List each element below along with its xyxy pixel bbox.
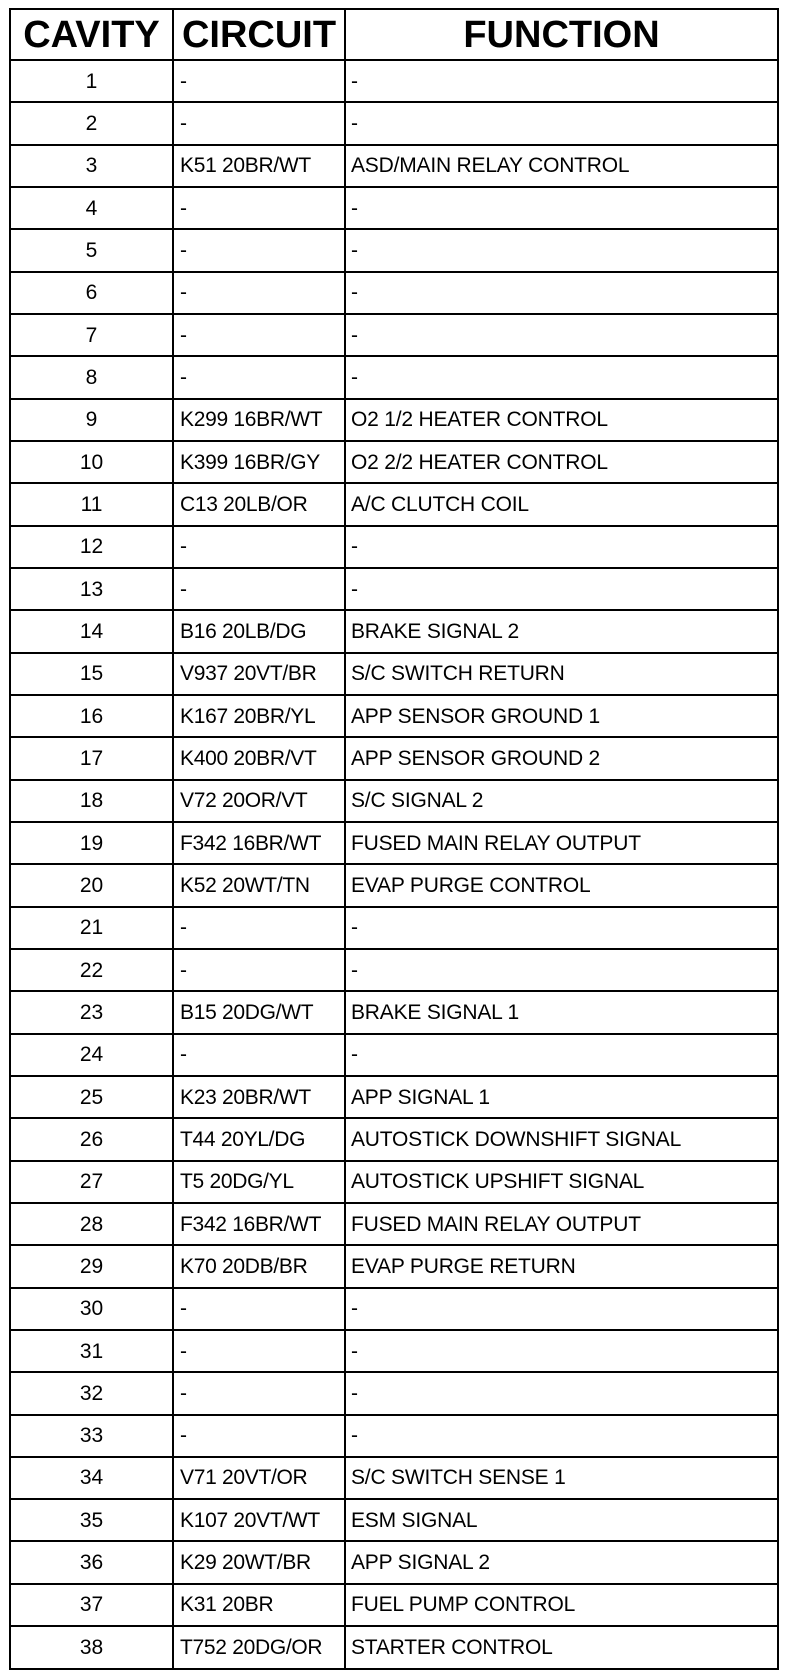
cavity-cell: 24 xyxy=(10,1034,173,1076)
table-row xyxy=(10,1499,778,1541)
function-cell: APP SIGNAL 1 xyxy=(345,1076,778,1118)
function-cell: FUEL PUMP CONTROL xyxy=(345,1584,778,1626)
function-cell: APP SIGNAL 2 xyxy=(345,1541,778,1583)
circuit-cell: F342 16BR/WT xyxy=(173,822,345,864)
function-cell: EVAP PURGE CONTROL xyxy=(345,864,778,906)
table-row xyxy=(10,1203,778,1245)
table-row xyxy=(10,1245,778,1287)
function-cell: - xyxy=(345,568,778,610)
function-cell: BRAKE SIGNAL 2 xyxy=(345,610,778,652)
table-row xyxy=(10,780,778,822)
circuit-cell: - xyxy=(173,568,345,610)
table-row xyxy=(10,822,778,864)
circuit-cell: K70 20DB/BR xyxy=(173,1245,345,1287)
cavity-cell: 4 xyxy=(10,187,173,229)
circuit-cell: T5 20DG/YL xyxy=(173,1161,345,1203)
table-row xyxy=(10,695,778,737)
table-row xyxy=(10,1626,778,1669)
circuit-cell: V72 20OR/VT xyxy=(173,780,345,822)
circuit-cell: - xyxy=(173,60,345,102)
circuit-cell: - xyxy=(173,1034,345,1076)
cavity-cell: 25 xyxy=(10,1076,173,1118)
cavity-cell: 35 xyxy=(10,1499,173,1541)
circuit-cell: - xyxy=(173,356,345,398)
function-cell: - xyxy=(345,1415,778,1457)
circuit-cell: K29 20WT/BR xyxy=(173,1541,345,1583)
cavity-cell: 5 xyxy=(10,229,173,271)
table-row xyxy=(10,356,778,398)
header-row xyxy=(10,9,778,60)
function-cell: O2 2/2 HEATER CONTROL xyxy=(345,441,778,483)
table-row xyxy=(10,1076,778,1118)
function-cell: - xyxy=(345,229,778,271)
circuit-cell: - xyxy=(173,102,345,144)
cavity-cell: 7 xyxy=(10,314,173,356)
table-row xyxy=(10,1415,778,1457)
table-row xyxy=(10,907,778,949)
table-row xyxy=(10,314,778,356)
circuit-cell: K23 20BR/WT xyxy=(173,1076,345,1118)
table-row xyxy=(10,272,778,314)
cavity-cell: 27 xyxy=(10,1161,173,1203)
function-cell: - xyxy=(345,1372,778,1414)
table-row xyxy=(10,526,778,568)
circuit-cell: - xyxy=(173,229,345,271)
cavity-cell: 8 xyxy=(10,356,173,398)
table-row xyxy=(10,441,778,483)
connector-pinout-table xyxy=(9,8,779,1670)
cavity-cell: 36 xyxy=(10,1541,173,1583)
cavity-cell: 32 xyxy=(10,1372,173,1414)
circuit-cell: - xyxy=(173,1372,345,1414)
cavity-cell: 15 xyxy=(10,653,173,695)
table-row xyxy=(10,864,778,906)
table-row xyxy=(10,1330,778,1372)
circuit-cell: K299 16BR/WT xyxy=(173,399,345,441)
table-row xyxy=(10,653,778,695)
table-row xyxy=(10,991,778,1033)
circuit-cell: K167 20BR/YL xyxy=(173,695,345,737)
cavity-cell: 21 xyxy=(10,907,173,949)
table-row xyxy=(10,1372,778,1414)
circuit-cell: K51 20BR/WT xyxy=(173,145,345,187)
function-cell: - xyxy=(345,949,778,991)
table-row xyxy=(10,1161,778,1203)
cavity-cell: 22 xyxy=(10,949,173,991)
circuit-cell: - xyxy=(173,187,345,229)
cavity-cell: 20 xyxy=(10,864,173,906)
function-cell: - xyxy=(345,187,778,229)
circuit-cell: T44 20YL/DG xyxy=(173,1118,345,1160)
function-cell: S/C SWITCH RETURN xyxy=(345,653,778,695)
circuit-cell: V71 20VT/OR xyxy=(173,1457,345,1499)
circuit-cell: K52 20WT/TN xyxy=(173,864,345,906)
circuit-cell: - xyxy=(173,314,345,356)
cavity-cell: 31 xyxy=(10,1330,173,1372)
circuit-cell: B15 20DG/WT xyxy=(173,991,345,1033)
table-row xyxy=(10,483,778,525)
function-cell: AUTOSTICK DOWNSHIFT SIGNAL xyxy=(345,1118,778,1160)
cavity-cell: 2 xyxy=(10,102,173,144)
function-cell: BRAKE SIGNAL 1 xyxy=(345,991,778,1033)
cavity-cell: 19 xyxy=(10,822,173,864)
header-function: FUNCTION xyxy=(345,9,778,60)
cavity-cell: 38 xyxy=(10,1626,173,1669)
cavity-cell: 17 xyxy=(10,737,173,779)
table-row xyxy=(10,187,778,229)
cavity-cell: 11 xyxy=(10,483,173,525)
function-cell: APP SENSOR GROUND 1 xyxy=(345,695,778,737)
circuit-cell: C13 20LB/OR xyxy=(173,483,345,525)
cavity-cell: 16 xyxy=(10,695,173,737)
cavity-cell: 33 xyxy=(10,1415,173,1457)
table-row xyxy=(10,610,778,652)
function-cell: ASD/MAIN RELAY CONTROL xyxy=(345,145,778,187)
header-cavity: CAVITY xyxy=(10,9,173,60)
table-row xyxy=(10,229,778,271)
cavity-cell: 10 xyxy=(10,441,173,483)
cavity-cell: 12 xyxy=(10,526,173,568)
cavity-cell: 18 xyxy=(10,780,173,822)
function-cell: - xyxy=(345,356,778,398)
cavity-cell: 14 xyxy=(10,610,173,652)
function-cell: EVAP PURGE RETURN xyxy=(345,1245,778,1287)
header-circuit: CIRCUIT xyxy=(173,9,345,60)
circuit-cell: F342 16BR/WT xyxy=(173,1203,345,1245)
function-cell: - xyxy=(345,1288,778,1330)
table-row xyxy=(10,1457,778,1499)
cavity-cell: 13 xyxy=(10,568,173,610)
circuit-cell: - xyxy=(173,526,345,568)
circuit-cell: K400 20BR/VT xyxy=(173,737,345,779)
function-cell: - xyxy=(345,314,778,356)
table-row xyxy=(10,399,778,441)
function-cell: AUTOSTICK UPSHIFT SIGNAL xyxy=(345,1161,778,1203)
function-cell: APP SENSOR GROUND 2 xyxy=(345,737,778,779)
circuit-cell: - xyxy=(173,272,345,314)
table-row xyxy=(10,1288,778,1330)
function-cell: FUSED MAIN RELAY OUTPUT xyxy=(345,822,778,864)
table-row xyxy=(10,568,778,610)
circuit-cell: - xyxy=(173,1415,345,1457)
table-row xyxy=(10,1541,778,1583)
circuit-cell: - xyxy=(173,1330,345,1372)
cavity-cell: 6 xyxy=(10,272,173,314)
table-row xyxy=(10,737,778,779)
function-cell: - xyxy=(345,60,778,102)
table-row xyxy=(10,145,778,187)
circuit-cell: B16 20LB/DG xyxy=(173,610,345,652)
table-row xyxy=(10,1584,778,1626)
cavity-cell: 37 xyxy=(10,1584,173,1626)
cavity-cell: 23 xyxy=(10,991,173,1033)
table-row xyxy=(10,1118,778,1160)
function-cell: FUSED MAIN RELAY OUTPUT xyxy=(345,1203,778,1245)
circuit-cell: V937 20VT/BR xyxy=(173,653,345,695)
circuit-cell: T752 20DG/OR xyxy=(173,1626,345,1669)
function-cell: - xyxy=(345,526,778,568)
cavity-cell: 3 xyxy=(10,145,173,187)
function-cell: S/C SIGNAL 2 xyxy=(345,780,778,822)
table-row xyxy=(10,1034,778,1076)
cavity-cell: 28 xyxy=(10,1203,173,1245)
function-cell: S/C SWITCH SENSE 1 xyxy=(345,1457,778,1499)
cavity-cell: 9 xyxy=(10,399,173,441)
cavity-cell: 26 xyxy=(10,1118,173,1160)
circuit-cell: - xyxy=(173,1288,345,1330)
function-cell: - xyxy=(345,102,778,144)
function-cell: ESM SIGNAL xyxy=(345,1499,778,1541)
function-cell: - xyxy=(345,907,778,949)
function-cell: STARTER CONTROL xyxy=(345,1626,778,1669)
function-cell: - xyxy=(345,1330,778,1372)
cavity-cell: 30 xyxy=(10,1288,173,1330)
circuit-cell: K31 20BR xyxy=(173,1584,345,1626)
circuit-cell: K399 16BR/GY xyxy=(173,441,345,483)
cavity-cell: 34 xyxy=(10,1457,173,1499)
function-cell: O2 1/2 HEATER CONTROL xyxy=(345,399,778,441)
circuit-cell: - xyxy=(173,907,345,949)
cavity-cell: 1 xyxy=(10,60,173,102)
circuit-cell: - xyxy=(173,949,345,991)
function-cell: - xyxy=(345,272,778,314)
table-row xyxy=(10,60,778,102)
table-row xyxy=(10,102,778,144)
cavity-cell: 29 xyxy=(10,1245,173,1287)
table-row xyxy=(10,949,778,991)
table-header xyxy=(10,9,778,60)
function-cell: - xyxy=(345,1034,778,1076)
table-body xyxy=(10,60,778,1669)
function-cell: A/C CLUTCH COIL xyxy=(345,483,778,525)
circuit-cell: K107 20VT/WT xyxy=(173,1499,345,1541)
